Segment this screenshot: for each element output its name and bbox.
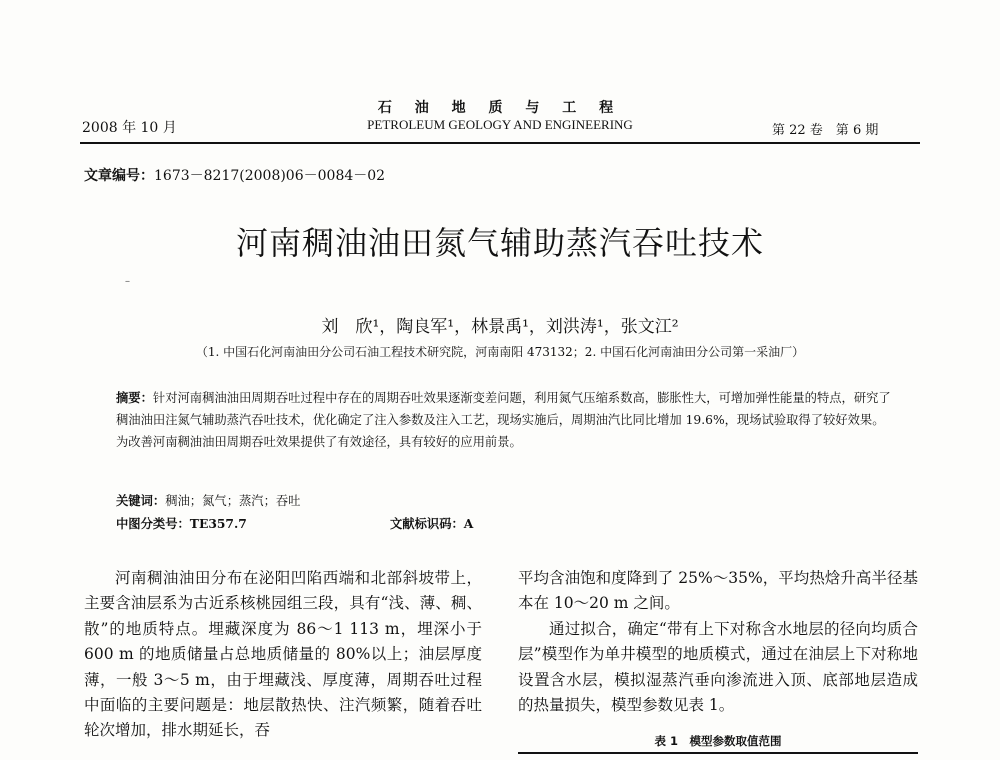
classification-label: 中图分类号：	[116, 516, 190, 531]
abstract-label: 摘要：	[116, 390, 153, 405]
volume-issue: 第 22 卷 第 6 期	[772, 123, 879, 138]
body-column-right	[518, 566, 918, 718]
article-number-label: 文章编号：	[84, 168, 154, 184]
journal-title-en: PETROLEUM GEOLOGY AND ENGINEERING	[367, 117, 633, 132]
journal-title-cn: 石 油 地 质 与 工 程	[377, 100, 623, 116]
classification-value: TE357.7	[189, 516, 247, 531]
paper-title: 河南稠油油田氮气辅助蒸汽吞吐技术	[235, 224, 764, 262]
abstract-text: 针对河南稠油油田周期吞吐过程中存在的周期吞吐效果逐渐变差问题，利用氮气压缩系数高，膨胀性大，可增加弹性能量的特点，研究了稠油油田注氮气辅助蒸汽吞吐技术，优化确定了注入参数及注入工艺，现场实施后，周期油汽比同比增加 19.6%，现场试验取得了较好效果。为改善河南稠油油田周期吞吐效果提供了有效途径，具有较好的应用前景。	[116, 391, 891, 449]
document-code-value: A	[463, 516, 474, 531]
keywords	[116, 491, 300, 509]
article-number-value: 1673－8217(2008)06－0084－02	[154, 168, 386, 184]
table-caption: 表 1 模型参数取值范围	[654, 734, 782, 748]
article-number	[84, 165, 385, 185]
abstract	[116, 387, 896, 453]
keywords-label: 关键词：	[116, 493, 166, 508]
body-paragraph: 河南稠油油田分布在泌阳凹陷西端和北部斜坡带上，主要含油层系为古近系核桃园组三段，具有“浅、薄、稠、散”的地质特点。埋藏深度为 86～1 113 m，埋深小于 600 m 的地质储量占总地质储量的 80%以上；油层厚度薄，一般 3～5 m，由于埋藏浅、厚度薄，周期吞吐过程中面临的主要问题是：地层散热快、注汽频繁，随着吞吐轮次增加，排水期延长，吞	[84, 569, 482, 740]
author-list: 刘 欣¹，陶良军¹，林景禹¹，刘洪涛¹，张文江²	[321, 317, 679, 337]
body-paragraph: 通过拟合，确定“带有上下对称含水地层的径向均质合层”模型作为单井模型的地质模式，通过在油层上下对称地设置含水层，模拟湿蒸汽垂向渗流进入顶、底部地层造成的热量损失，模型参数见表 1。	[518, 619, 918, 715]
document-code-label: 文献标识码：	[390, 516, 464, 531]
publication-date: 2008 年 10 月	[82, 120, 177, 136]
affiliations: （1. 中国石化河南油田分公司石油工程技术研究院，河南南阳 473132；2. 中国石化河南油田分公司第一采油厂）	[195, 345, 805, 359]
header-rule	[80, 142, 920, 144]
body-paragraph: 平均含油饱和度降到了 25%～35%，平均热焓升高半径基本在 10～20 m 之间。	[518, 569, 918, 613]
document-code	[390, 514, 473, 532]
stray-mark: –	[125, 276, 130, 287]
body-column-left	[84, 566, 482, 744]
keywords-text: 稠油；氮气；蒸汽；吞吐	[165, 494, 301, 508]
classification-number	[116, 514, 247, 532]
table-top-rule	[518, 752, 918, 754]
